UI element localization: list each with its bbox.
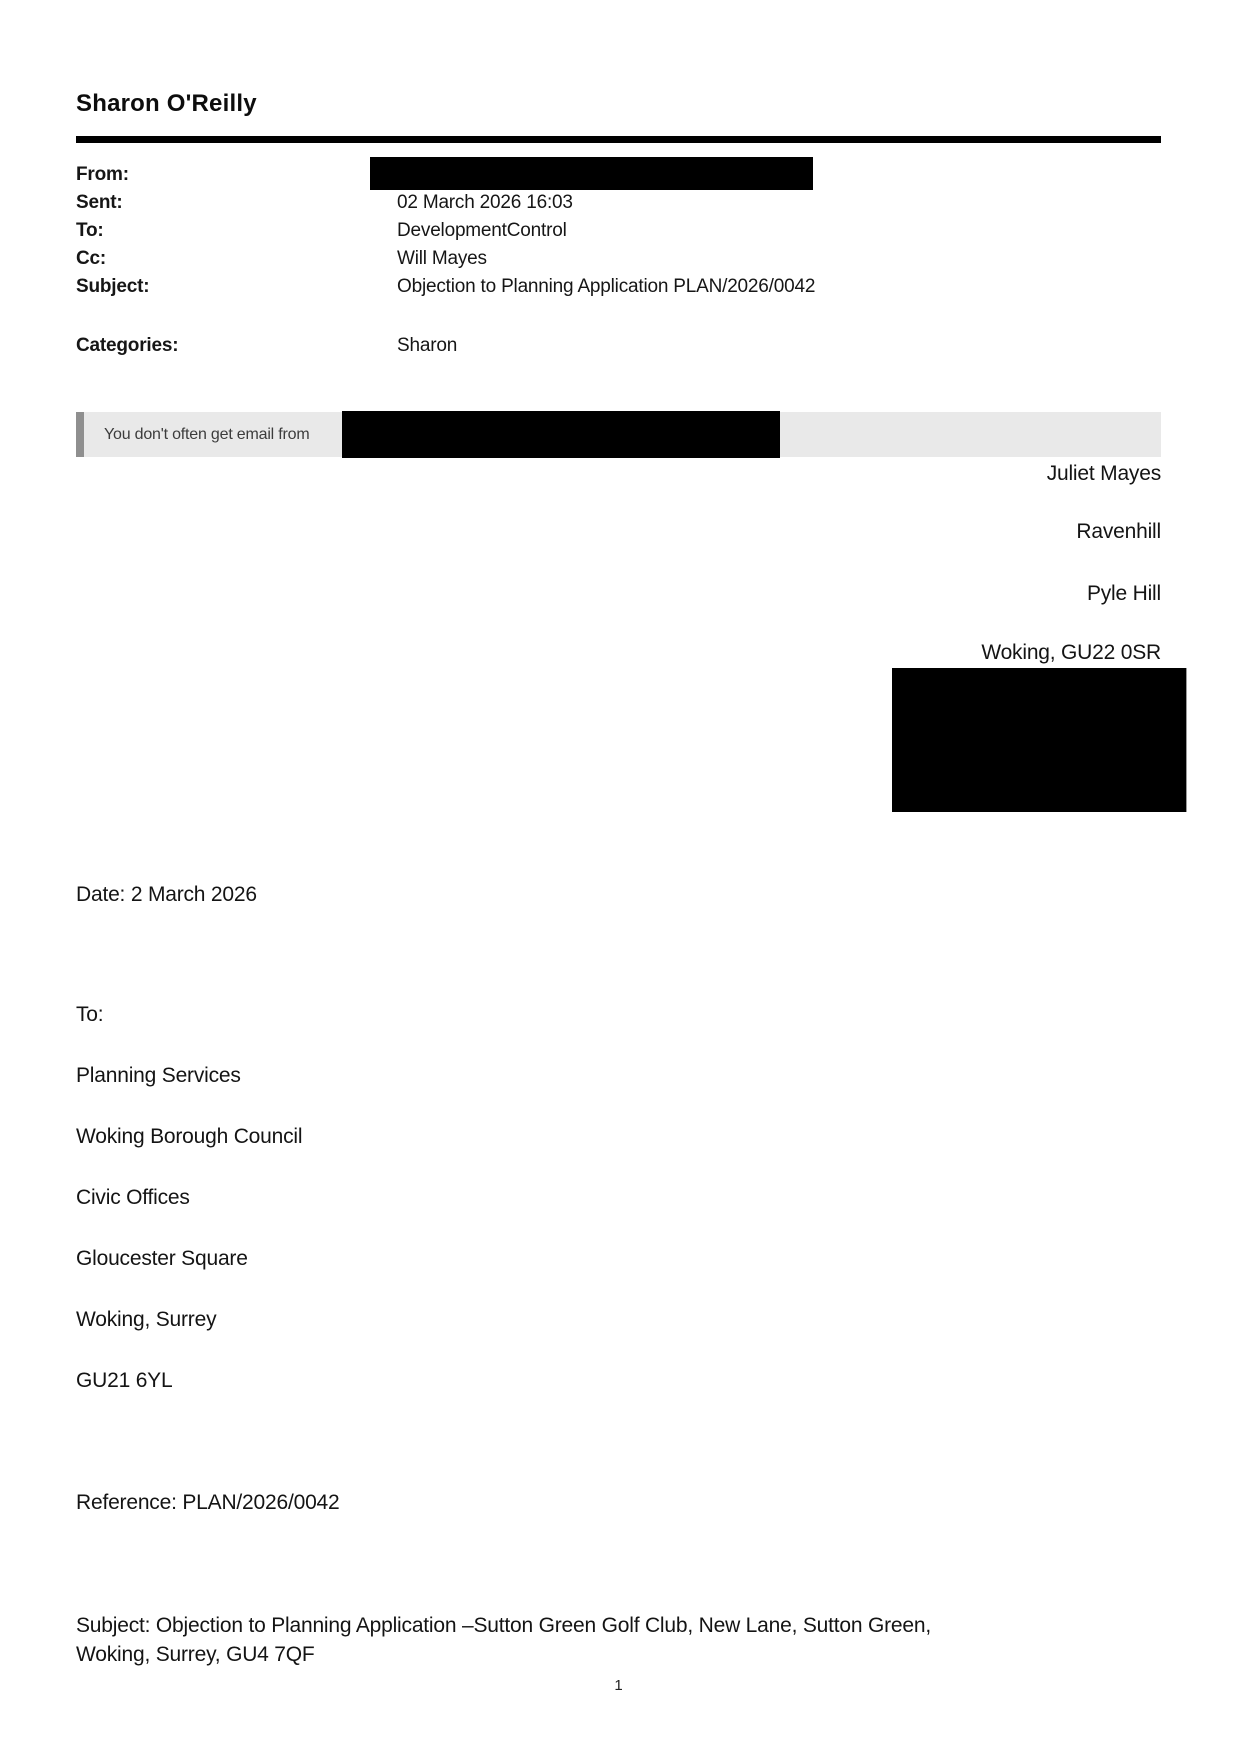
letter-subject xyxy=(76,1611,1162,1669)
from-label: From: xyxy=(76,164,129,185)
banner-email-redaction-bar xyxy=(342,411,780,458)
to-label: To: xyxy=(76,220,104,241)
recipient-line: GU21 6YL xyxy=(76,1369,173,1392)
recipient-line: Planning Services xyxy=(76,1064,241,1087)
to-value: DevelopmentControl xyxy=(397,220,567,241)
subject-label: Subject: xyxy=(76,276,150,297)
letter-subject-line1: Subject: Objection to Planning Application –Sutton Green Golf Club, New Lane, Sutton Green, xyxy=(76,1614,932,1637)
letter-date-line: Date: 2 March 2026 xyxy=(76,883,257,906)
sent-label: Sent: xyxy=(76,192,123,213)
categories-value: Sharon xyxy=(397,335,458,356)
from-value-redaction-bar xyxy=(370,157,813,190)
banner-left-bar xyxy=(76,412,84,457)
banner-text: You don't often get email from xyxy=(104,425,310,443)
letter-subject-line2: Woking, Surrey, GU4 7QF xyxy=(76,1643,315,1666)
cc-value: Will Mayes xyxy=(397,248,487,269)
categories-label: Categories: xyxy=(76,335,179,356)
sender-name: Juliet Mayes xyxy=(1046,462,1161,485)
subject-value: Objection to Planning Application PLAN/2026/0042 xyxy=(397,276,816,297)
heading-divider xyxy=(76,136,1161,143)
cc-label: Cc: xyxy=(76,248,107,269)
sender-address-line: Ravenhill xyxy=(1076,520,1161,543)
reference-line: Reference: PLAN/2026/0042 xyxy=(76,1491,340,1514)
page-number: 1 xyxy=(614,1677,623,1694)
recipient-line: Woking, Surrey xyxy=(76,1308,217,1331)
contact-details-redaction-block xyxy=(892,668,1187,812)
external-sender-banner xyxy=(76,412,1161,457)
recipient-line: Gloucester Square xyxy=(76,1247,248,1270)
sender-address-line: Pyle Hill xyxy=(1086,582,1161,605)
page-title: Sharon O'Reilly xyxy=(76,90,257,117)
sent-value: 02 March 2026 16:03 xyxy=(397,192,573,213)
recipient-line: Woking Borough Council xyxy=(76,1125,303,1148)
recipient-line: Civic Offices xyxy=(76,1186,190,1209)
letter-to-label: To: xyxy=(76,1003,104,1026)
sender-address-line: Woking, GU22 0SR xyxy=(981,641,1161,664)
